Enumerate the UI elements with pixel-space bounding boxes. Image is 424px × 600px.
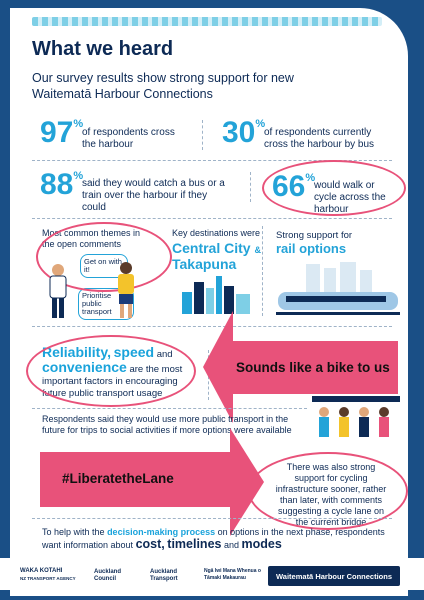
divider [262,226,263,316]
intro-text: Our survey results show strong support for new Waitematā Harbour Connections [32,71,294,101]
page-title: What we heard [32,38,174,60]
stat-30-text: of respondents currently cross the harbour by bus [264,127,375,150]
cycling-text: There was also strong support for cycling infrastructure sooner, rather than later, with comments suggesting a cycle lane on the current bridge [275,462,387,527]
stat-88: 88% [40,168,84,201]
auckland-council-logo: Auckland Council [94,569,122,582]
footer-banner: Waitematā Harbour Connections [268,566,400,586]
destination-takapuna: Takapuna [172,256,237,272]
waka-kotahi-logo: WAKA KOTAHI NZ TRANSPORT AGENCY [20,568,76,581]
mana-whenua-logo: Ngā Iwi Mana Whenua o Tāmaki Makaurau [204,568,261,581]
stat-30: 30% [222,116,266,149]
divider [202,120,203,150]
themes-label: Most common themes in the open comments [42,228,141,249]
speech-bubble: Get on with it! [80,254,128,278]
stat-66: 66% [272,170,316,203]
auckland-transport-logo: Auckland Transport [150,569,178,582]
arrow-caption: #LiberatetheLane [62,471,174,486]
destination-central-city: Central City & [172,240,261,256]
stat-97-text: of respondents cross the harbour [82,127,175,150]
stat-66-text: would walk or cycle across the harbour [314,180,386,215]
respondents-text: Respondents said they would use more public transport in the future for trips to social activities if more options were available [42,414,292,435]
bottom-text: To help with the decision-making process on options in the next phase, respondents want information about cost, timelines and modes [42,527,385,551]
destinations-label: Key destinations were [172,228,261,238]
stat-97: 97% [40,116,84,149]
divider [250,172,251,202]
people-illustration [30,262,150,322]
highlight-circle [26,335,196,407]
city-skyline-illustration [178,274,256,314]
divider [32,218,392,219]
rail-label: Strong support for [276,230,353,241]
reliability-text: Reliability, speed and convenience are the most important factors in encouraging future public transport usage [42,344,183,399]
bus-stop-illustration [312,396,400,442]
highlight-circle [262,160,406,216]
decorative-pattern [32,17,382,26]
speech-bubble: Prioritise public transport [78,288,134,320]
train-illustration [276,262,400,316]
arrow-caption: Sounds like a bike to us [236,360,390,375]
divider [32,518,392,519]
stat-88-text: said they would catch a bus or a train over the harbour if they could [82,178,225,213]
arrow-head [203,311,233,423]
rail-options: rail options [276,241,347,256]
divider [32,408,307,409]
